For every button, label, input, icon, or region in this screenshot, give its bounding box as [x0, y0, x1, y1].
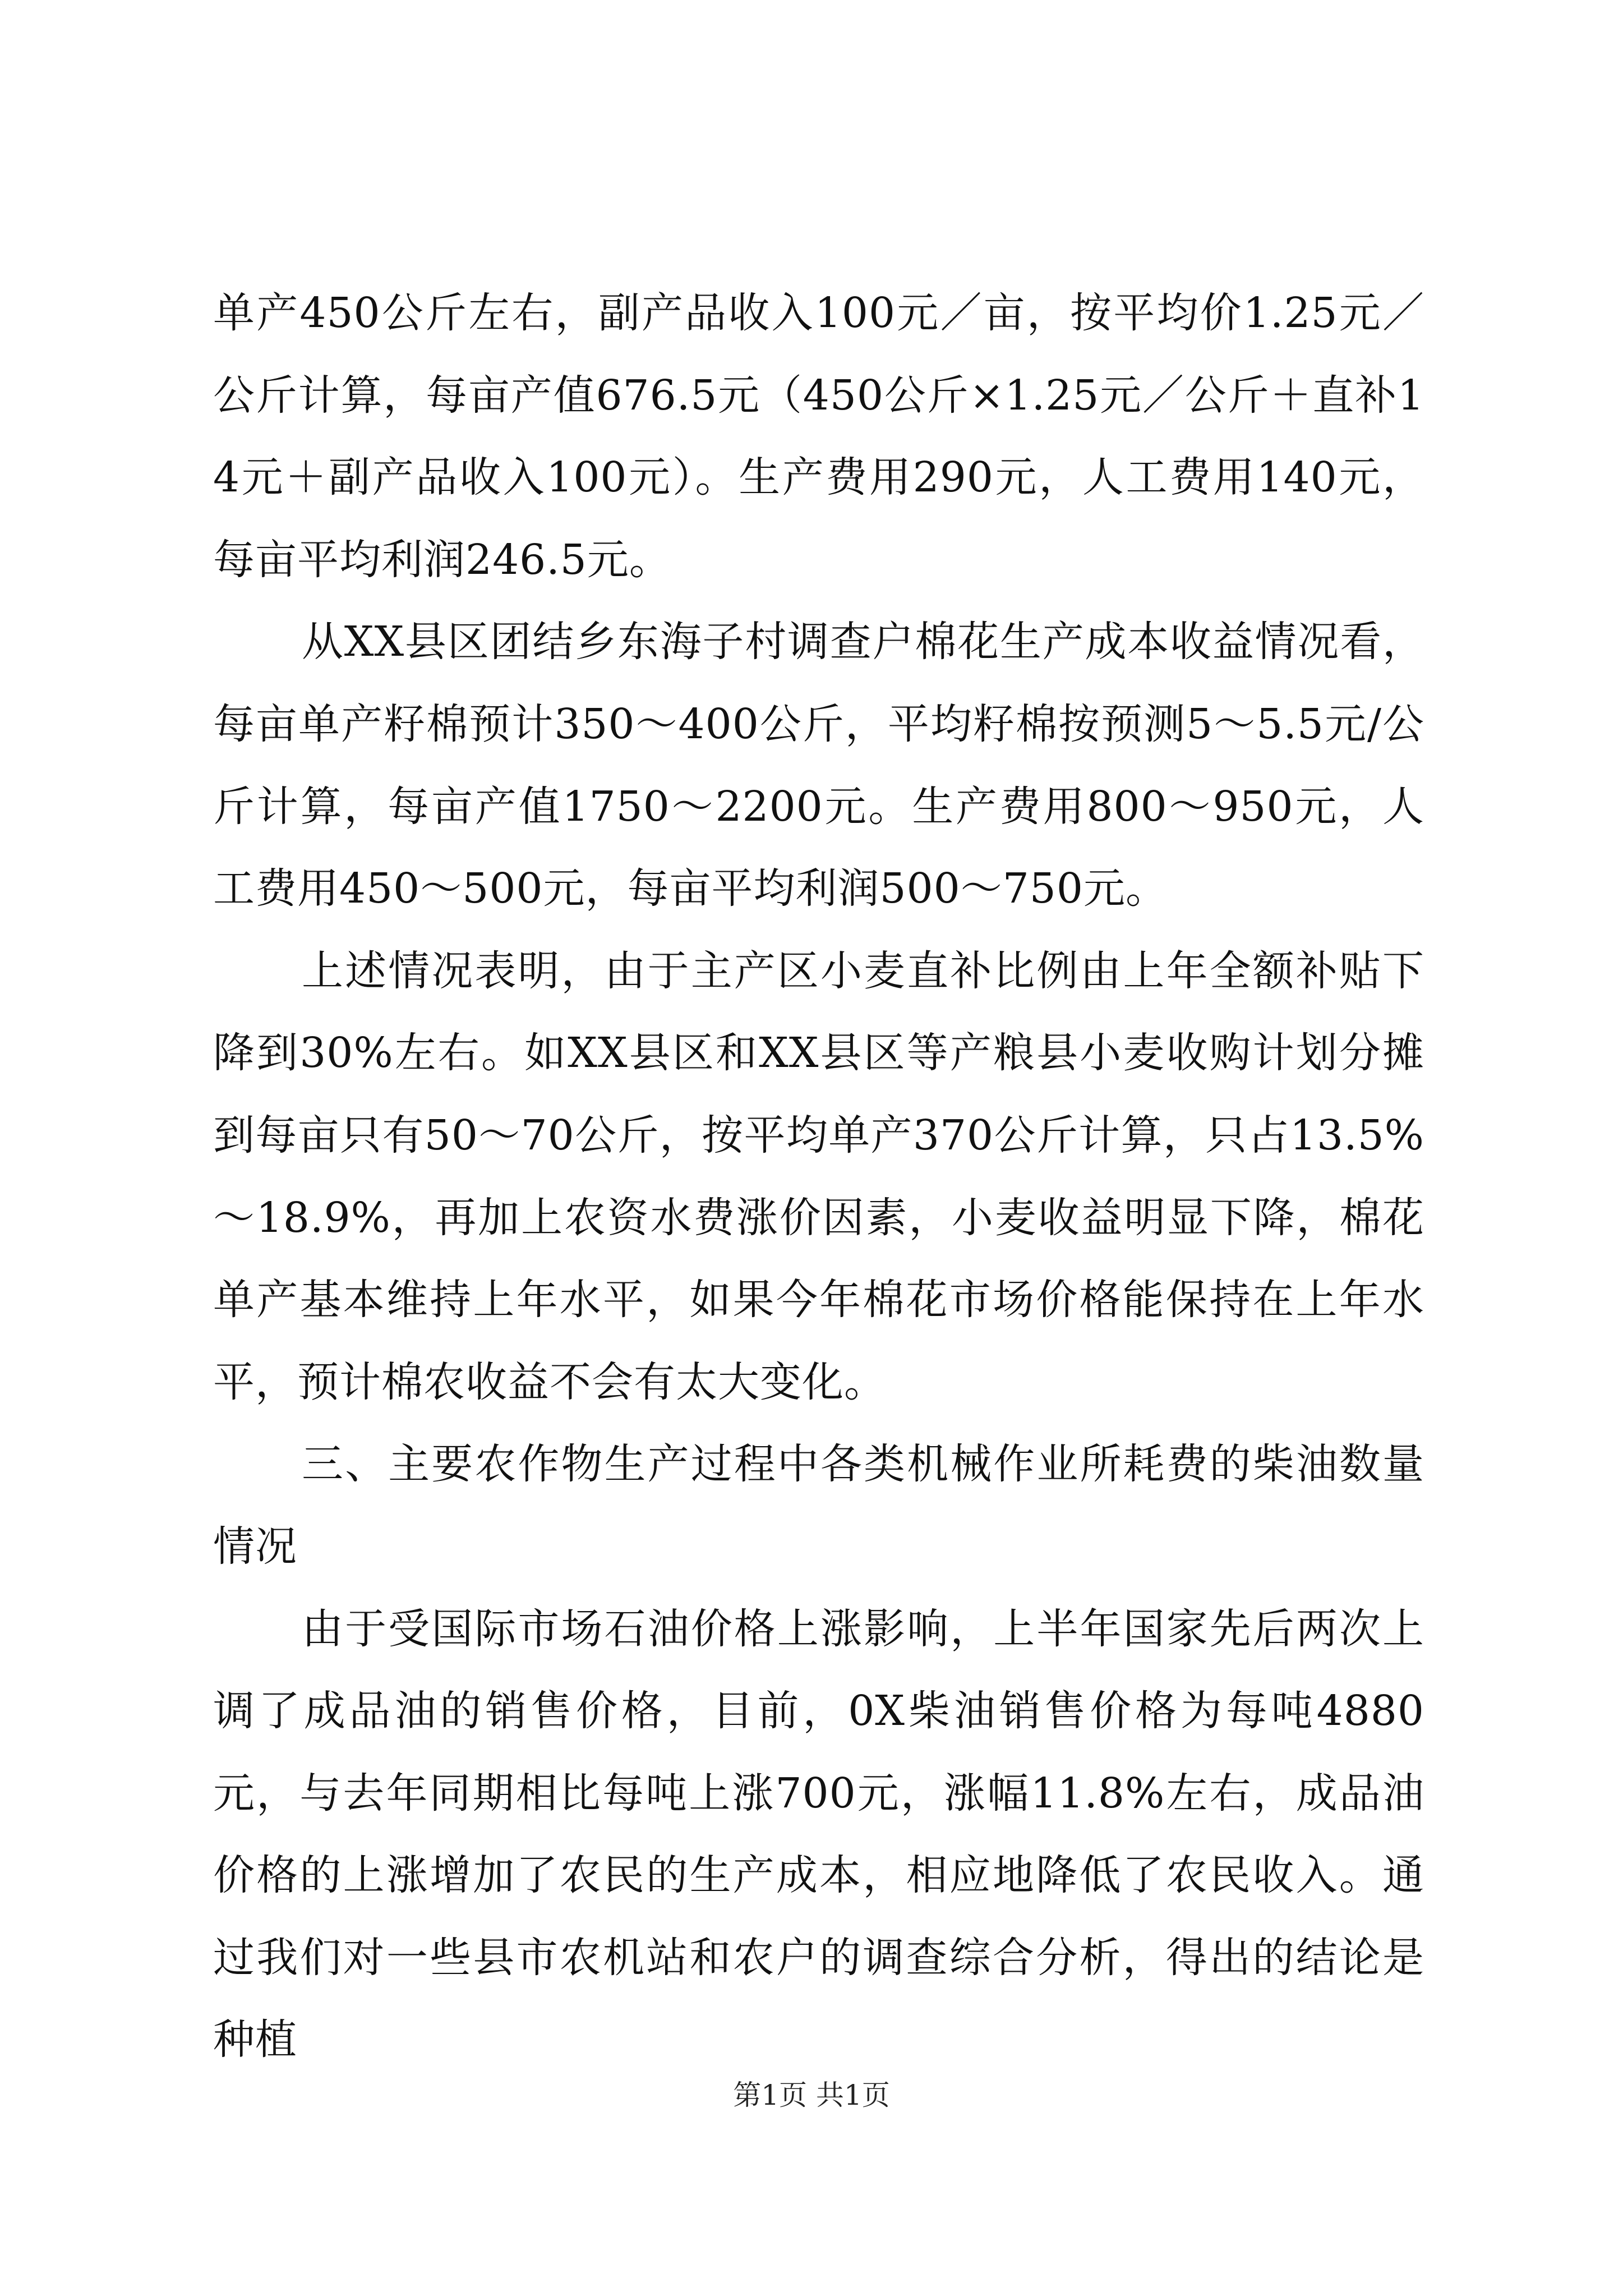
paragraph-cotton-survey: 从XX县区团结乡东海子村调查户棉花生产成本收益情况看，每亩单产籽棉预计350～400公斤，平均籽棉按预测5～5.5元/公斤计算，每亩产值1750～2200元。生产费用800～950元，人工费用450～500元，每亩平均利润500～750元。 — [213, 618, 1424, 913]
document-body — [213, 272, 1424, 2081]
paragraph-diesel-price: 由于受国际市场石油价格上涨影响，上半年国家先后两次上调了成品油的销售价格，目前，0X柴油销售价格为每吨4880元，与去年同期相比每吨上涨700元，涨幅11.8%左右，成品油价格的上涨增加了农民的生产成本，相应地降低了农民收入。通过我们对一些县市农机站和农户的调查综合分析，得出的结论是种植 — [213, 1604, 1424, 2064]
page-footer: 第1页 共1页 — [733, 2079, 890, 2111]
paragraph-situation-analysis: 上述情况表明，由于主产区小麦直补比例由上年全额补贴下降到30%左右。如XX县区和XX县区等产粮县小麦收购计划分摊到每亩只有50～70公斤，按平均单产370公斤计算，只占13.5%～18.9%，再加上农资水费涨价因素，小麦收益明显下降，棉花单产基本维持上年水平，如果今年棉花市场价格能保持在上年水平，预计棉农收益不会有太大变化。 — [213, 946, 1424, 1406]
paragraph-cost-income-wheat: 单产450公斤左右，副产品收入100元／亩，按平均价1.25元／公斤计算，每亩产值676.5元（450公斤×1.25元／公斤＋直补14元＋副产品收入100元）。生产费用290元，人工费用140元，每亩平均利润246.5元。 — [213, 289, 1424, 584]
section-heading-diesel: 三、主要农作物生产过程中各类机械作业所耗费的柴油数量情况 — [213, 1440, 1424, 1571]
